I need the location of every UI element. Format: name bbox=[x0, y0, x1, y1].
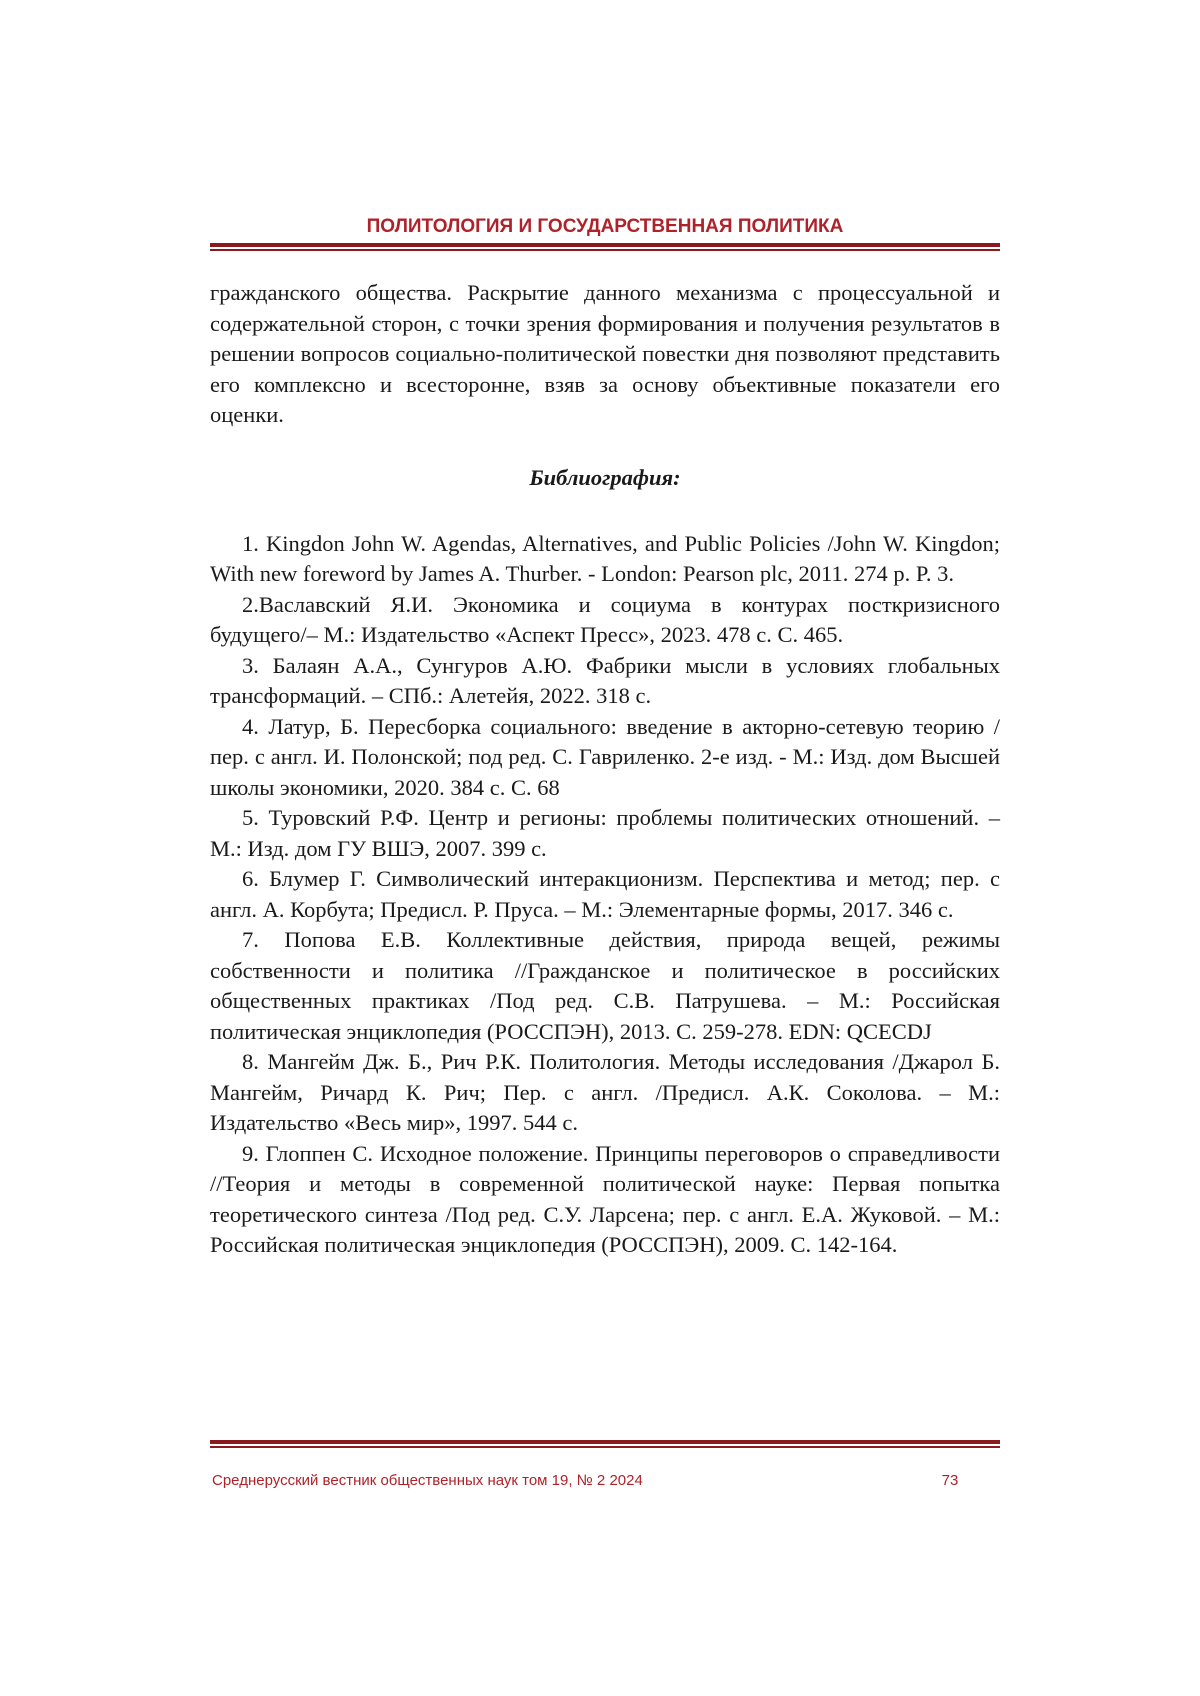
bibliography-list bbox=[210, 529, 1000, 1261]
page-content bbox=[210, 278, 1000, 1261]
bibliography-item: 2.Ваславский Я.И. Экономика и социума в контурах посткризисного будущего/– М.: Издательство «Аспект Пресс», 2023. 478 с. С. 465. bbox=[210, 591, 1000, 647]
bibliography-item: 4. Латур, Б. Пересборка социального: введение в акторно-сетевую теорию /пер. с англ. И. Полонской; под ред. С. Гавриленко. 2-е изд. - М.: Изд. дом Высшей школы экономики, 2020. 384 с. С. 68 bbox=[210, 713, 1000, 800]
bibliography-heading: Библиография: bbox=[529, 464, 681, 490]
footer-journal-title: Среднерусский вестник общественных наук том 19, № 2 2024 bbox=[212, 1472, 643, 1489]
bibliography-item: 9. Глоппен С. Исходное положение. Принципы переговоров о справедливости //Теория и методы в современной политической науке: Первая попытка теоретического синтеза /Под ред. С.У. Ларсена; пер. с англ. Е.А. Жуковой. – М.: Российская политическая энциклопедия (РОССПЭН), 2009. С. 142-164. bbox=[210, 1140, 1000, 1257]
bibliography-item: 3. Балаян А.А., Сунгуров А.Ю. Фабрики мысли в условиях глобальных трансформаций. – СПб.: Алетейя, 2022. 318 с. bbox=[210, 652, 1000, 708]
header-rule-thick bbox=[210, 243, 1000, 247]
footer-rule-thin bbox=[210, 1446, 1000, 1448]
bibliography-item: 8. Мангейм Дж. Б., Рич Р.К. Политология. Методы исследования /Джарол Б. Мангейм, Ричард К. Рич; Пер. с англ. /Предисл. А.К. Соколова. – М.: Издательство «Весь мир», 1997. 544 с. bbox=[210, 1049, 1000, 1135]
running-header-title: ПОЛИТОЛОГИЯ И ГОСУДАРСТВЕННАЯ ПОЛИТИКА bbox=[366, 216, 844, 237]
body-paragraph: гражданского общества. Раскрытие данного механизма с процессуальной и содержательной сторон, с точки зрения формирования и получения результатов в решении вопросов социально-политической повестки дня позволяют представить его комплексно и всесторонне, взяв за основу объективные показатели его оценки. bbox=[210, 280, 1000, 427]
footer-rule-thick bbox=[210, 1440, 1000, 1444]
footer-rule bbox=[210, 1440, 1000, 1449]
header-rule bbox=[210, 243, 1000, 252]
bibliography-item: 5. Туровский Р.Ф. Центр и регионы: проблемы политических отношений. – М.: Изд. дом ГУ ВШЭ, 2007. 399 с. bbox=[210, 805, 1000, 861]
page-number: 73 bbox=[941, 1472, 959, 1489]
bibliography-item: 6. Блумер Г. Символический интеракционизм. Перспектива и метод; пер. с англ. А. Корбута; Предисл. Р. Пруса. – М.: Элементарные формы, 2017. 346 с. bbox=[210, 866, 1000, 922]
bibliography-item: 1. Kingdon John W. Agendas, Alternatives, and Public Policies /John W. Kingdon; With new foreword by James A. Thurber. - London: Pearson plc, 2011. 274 p. P. 3. bbox=[210, 530, 1000, 586]
bibliography-item: 7. Попова Е.В. Коллективные действия, природа вещей, режимы собственности и политика //Гражданское и политическое в российских общественных практиках /Под ред. С.В. Патрушева. – М.: Российская политическая энциклопедия (РОССПЭН), 2013. С. 259-278. EDN: QCECDJ bbox=[210, 927, 1000, 1044]
header-rule-thin bbox=[210, 249, 1000, 251]
